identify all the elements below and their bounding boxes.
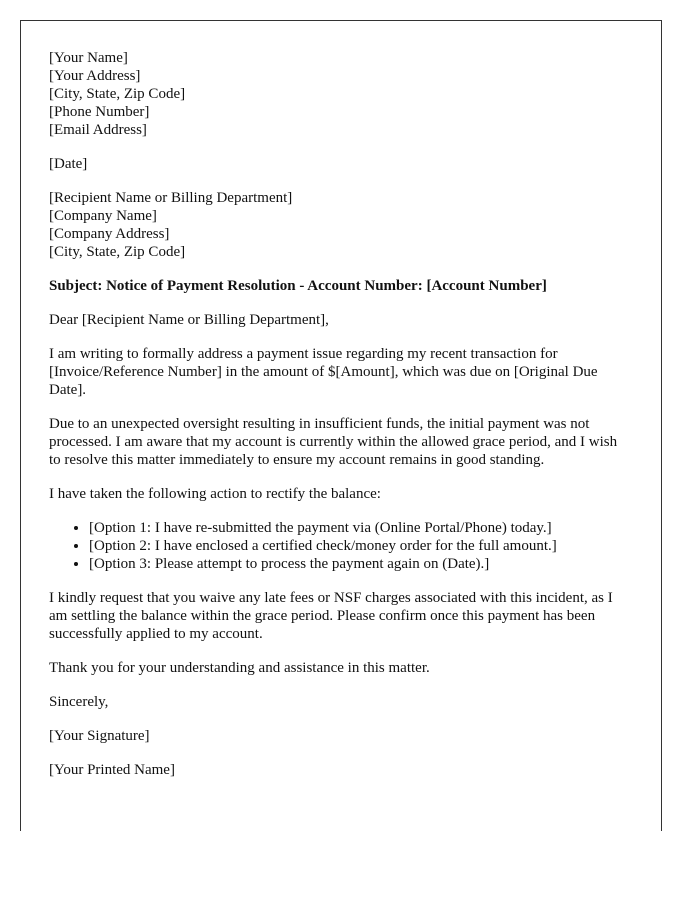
body-paragraph: Thank you for your understanding and assistance in this matter. xyxy=(49,660,430,676)
sender-email: [Email Address] xyxy=(49,122,147,138)
signoff: Sincerely, xyxy=(49,694,109,710)
option-item: • [Option 2: I have enclosed a certified check/money order for the full amount.] xyxy=(89,537,661,555)
option-item: • [Option 1: I have re-submitted the payment via (Online Portal/Phone) today.] xyxy=(89,519,661,537)
body-paragraph: I kindly request that you waive any late fees or NSF charges associated with this incident, as I am settling the balance within the grace period. Please confirm once this payment has been successfully applied to my account. xyxy=(49,590,613,642)
sender-name: [Your Name] xyxy=(49,50,128,66)
sender-address: [Your Address] xyxy=(49,68,141,84)
signature: [Your Signature] xyxy=(49,728,150,744)
recipient-address: [Company Address] xyxy=(49,226,170,242)
sender-block xyxy=(49,49,631,139)
sender-city: [City, State, Zip Code] xyxy=(49,86,186,102)
letter-date: [Date] xyxy=(49,156,88,172)
salutation: Dear [Recipient Name or Billing Department], xyxy=(49,312,329,328)
options-list xyxy=(49,519,661,573)
recipient-company: [Company Name] xyxy=(49,208,157,224)
body-paragraph: I have taken the following action to rectify the balance: xyxy=(49,486,381,502)
sender-phone: [Phone Number] xyxy=(49,104,150,120)
subject-line: Subject: Notice of Payment Resolution - Account Number: [Account Number] xyxy=(49,278,547,294)
letter-page xyxy=(20,20,662,831)
body-paragraph: Due to an unexpected oversight resulting in insufficient funds, the initial payment was not processed. I am aware that my account is currently within the allowed grace period, and I wish to resolve this matter immediately to ensure my account remains in good standing. xyxy=(49,416,618,468)
recipient-name: [Recipient Name or Billing Department] xyxy=(49,190,293,206)
option-item: • [Option 3: Please attempt to process the payment again on (Date).] xyxy=(89,555,661,573)
recipient-block xyxy=(49,189,631,261)
printed-name: [Your Printed Name] xyxy=(49,762,175,778)
recipient-city: [City, State, Zip Code] xyxy=(49,244,186,260)
body-paragraph: I am writing to formally address a payment issue regarding my recent transaction for [Invoice/Reference Number] in the amount of $[Amount], which was due on [Original Due Date]. xyxy=(49,346,598,398)
